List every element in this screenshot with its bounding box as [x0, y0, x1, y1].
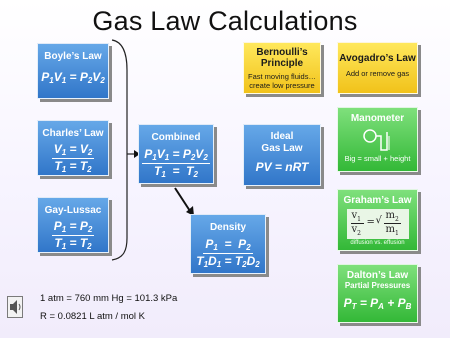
manometer-box[interactable]: [337, 107, 418, 172]
density-equation-bottom: $T_1D_1 = T_2D_2$: [196, 254, 260, 270]
pressure-conversion-text: 1 atm = 760 mm Hg = 101.3 kPa: [40, 293, 178, 304]
grahams-law-label: Graham’s Law: [343, 195, 412, 206]
manometer-icon: [363, 126, 393, 154]
speaker-icon[interactable]: [7, 296, 23, 318]
charles-law-equation-top: $V_1 = V_2$: [38, 142, 108, 159]
avogadro-box[interactable]: [337, 42, 418, 94]
daltons-law-sub-label: Partial Pressures: [344, 281, 411, 290]
gay-lussac-equation-top: $P_1 = P_2$: [38, 219, 108, 236]
density-label: Density: [209, 222, 247, 233]
charles-law-equation-bottom: $T_1 = T_2$: [54, 159, 92, 175]
gas-constant-text: R = 0.0821 L atm / mol K: [40, 311, 145, 322]
boyles-law-equation: $P_1V_1 = P_2V_2$: [41, 70, 105, 85]
bernoulli-desc-2: create low pressure: [249, 80, 315, 90]
graham-v1: $v_1$: [351, 210, 361, 223]
brace-bracket: [112, 40, 127, 260]
daltons-law-equation: $P_T = P_A + P_B$: [343, 296, 412, 312]
grahams-law-box[interactable]: [337, 189, 418, 251]
bernoulli-box[interactable]: [243, 42, 321, 94]
graham-m1: $m_1$: [385, 224, 399, 237]
ideal-gas-label-1: Ideal: [270, 131, 294, 142]
ideal-gas-equation: PV = nRT: [255, 160, 309, 174]
boyles-law-label: Boyle’s Law: [44, 51, 102, 62]
density-equation-top: $P_1 = P_2$: [191, 237, 265, 254]
charles-law-label: Charles’ Law: [42, 128, 104, 139]
ideal-gas-label-2: Gas Law: [261, 143, 303, 154]
daltons-law-label: Dalton’s Law: [346, 270, 409, 281]
bernoulli-label-2: Principle: [260, 58, 304, 69]
gay-lussac-box[interactable]: [37, 197, 109, 253]
combined-law-label: Combined: [151, 132, 201, 143]
graham-equals: =: [366, 217, 375, 228]
bernoulli-label-1: Bernoulli’s: [256, 47, 308, 58]
grahams-law-caption: diffusion vs. effusion: [350, 240, 405, 246]
avogadro-label: Avogadro’s Law: [339, 53, 416, 64]
ideal-gas-law-box[interactable]: [243, 124, 321, 186]
manometer-desc: Big = small + height: [344, 154, 411, 163]
density-box[interactable]: [190, 214, 266, 274]
boyles-law-box[interactable]: [37, 43, 109, 99]
arrow-to-density: [175, 188, 190, 211]
page-title: Gas Law Calculations: [92, 6, 358, 36]
graham-sqrt: √: [375, 215, 382, 226]
graham-frac-line-right: [384, 223, 401, 224]
combined-law-box[interactable]: [138, 124, 214, 184]
combined-law-equation-top: $P_1V_1 = P_2V_2$: [139, 147, 213, 164]
grahams-law-equation: [347, 209, 409, 239]
daltons-law-box[interactable]: [337, 264, 418, 323]
graham-v2: $v_2$: [351, 224, 361, 237]
charles-law-box[interactable]: [37, 120, 109, 176]
avogadro-desc: Add or remove gas: [345, 69, 410, 78]
combined-law-equation-bottom: $T_1 = T_2$: [154, 164, 198, 180]
manometer-label: Manometer: [350, 113, 405, 124]
graham-frac-line-left: [351, 223, 364, 224]
gay-lussac-equation-bottom: $T_1 = T_2$: [54, 236, 92, 252]
graham-m2: $m_2$: [385, 210, 399, 223]
bernoulli-desc-1: Fast moving fluids…: [248, 72, 316, 81]
gay-lussac-label: Gay-Lussac: [44, 205, 102, 216]
